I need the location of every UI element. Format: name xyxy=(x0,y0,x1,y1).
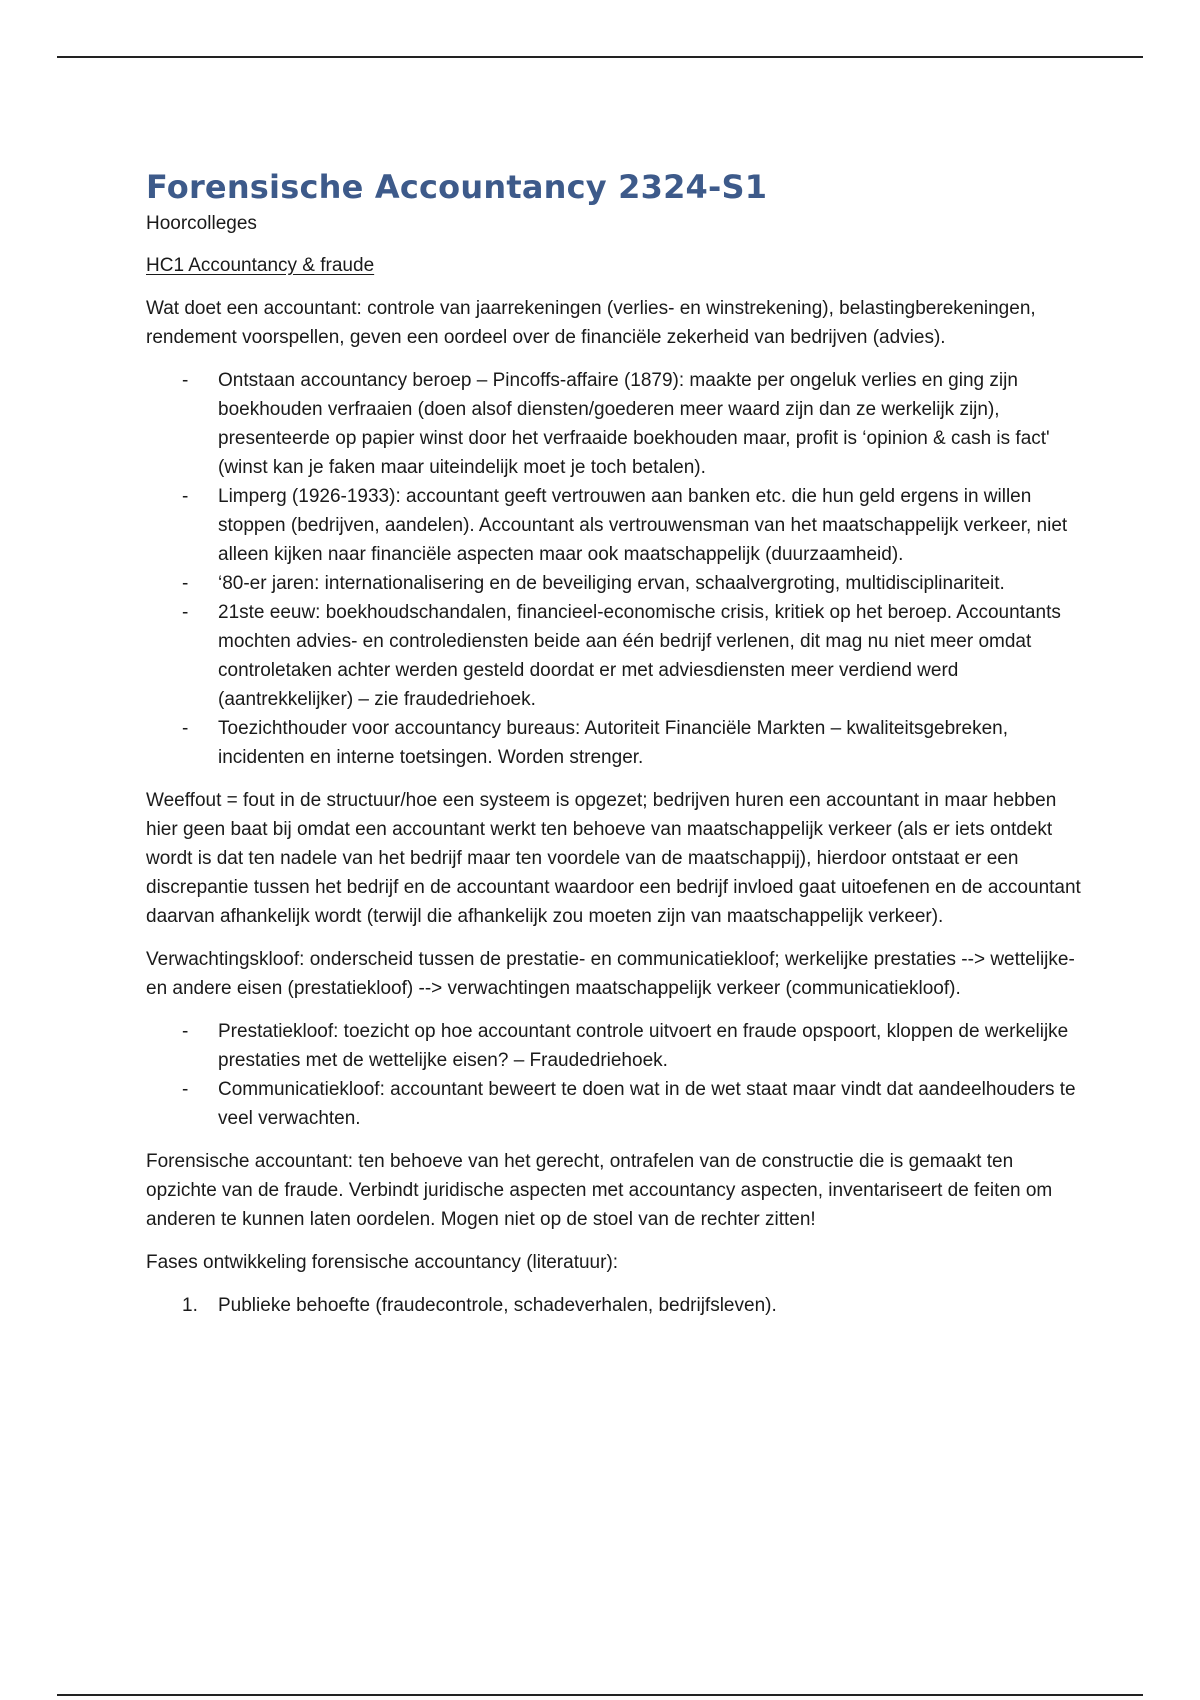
document-body xyxy=(146,166,1086,1320)
bullet-marker: - xyxy=(182,718,189,739)
bullet-item xyxy=(146,714,1086,772)
bullet-item xyxy=(146,366,1086,482)
document-subtitle: Hoorcolleges xyxy=(146,213,257,234)
numbered-item xyxy=(146,1291,1086,1320)
kloof-bullet-list xyxy=(146,1017,1086,1133)
bullet-text: 21ste eeuw: boekhoudschandalen, financieel-economische crisis, kritiek op het beroep. Accountants mochten advies- en controlediensten beide aan één bedrijf verlenen, dit mag nu niet meer omdat controletaken achter werden gesteld doordat er met adviesdiensten meer verdiend werd (aantrekkelijker) – zie fraudedriehoek. xyxy=(218,602,1061,710)
fases-intro-paragraph: Fases ontwikkeling forensische accountancy (literatuur): xyxy=(146,1252,619,1273)
bullet-item xyxy=(146,482,1086,569)
bullet-marker: - xyxy=(182,573,189,594)
bullet-marker: - xyxy=(182,370,189,391)
footer-rule xyxy=(57,1694,1143,1696)
fases-numbered-list xyxy=(146,1291,1086,1320)
numbered-text: Publieke behoefte (fraudecontrole, schadeverhalen, bedrijfsleven). xyxy=(218,1295,777,1316)
bullet-marker: - xyxy=(182,602,189,623)
forensisch-paragraph: Forensische accountant: ten behoeve van het gerecht, ontrafelen van de constructie die is gemaakt ten opzichte van de fraude. Verbindt juridische aspecten met accountancy aspecten, inventariseert de feiten om anderen te kunnen laten oordelen. Mogen niet op de stoel van de rechter zitten! xyxy=(146,1151,1053,1230)
bullet-text: ‘80-er jaren: internationalisering en de beveiliging ervan, schaalvergroting, multidisciplinariteit. xyxy=(218,573,1005,594)
history-bullet-list xyxy=(146,366,1086,772)
header-rule xyxy=(57,56,1143,58)
bullet-item xyxy=(146,1017,1086,1075)
bullet-item xyxy=(146,1075,1086,1133)
intro-paragraph: Wat doet een accountant: controle van jaarrekeningen (verlies- en winstrekening), belastingberekeningen, rendement voorspellen, geven een oordeel over de financiële zekerheid van bedrijven (advies). xyxy=(146,298,1036,348)
number-marker: 1. xyxy=(182,1295,198,1316)
bullet-marker: - xyxy=(182,486,189,507)
bullet-text: Ontstaan accountancy beroep – Pincoffs-affaire (1879): maakte per ongeluk verlies en ging zijn boekhouden verfraaien (doen alsof diensten/goederen meer waard zijn dan ze werkelijk zijn), presenteerde op papier winst door het verfraaide boekhouden maar, profit is ‘opinion & cash is fact' (winst kan je faken maar uiteindelijk moet je toch betalen). xyxy=(218,370,1050,478)
bullet-text: Prestatiekloof: toezicht op hoe accountant controle uitvoert en fraude opspoort, kloppen de werkelijke prestaties met de wettelijke eisen? – Fraudedriehoek. xyxy=(218,1021,1069,1071)
bullet-item xyxy=(146,569,1086,598)
bullet-text: Limperg (1926-1933): accountant geeft vertrouwen aan banken etc. die hun geld ergens in willen stoppen (bedrijven, aandelen). Accountant als vertrouwensman van het maatschappelijk verkeer, niet alleen kijken naar financiële aspecten maar ook maatschappelijk (duurzaamheid). xyxy=(218,486,1068,565)
section-heading: HC1 Accountancy & fraude xyxy=(146,255,375,276)
weeffout-paragraph: Weeffout = fout in de structuur/hoe een systeem is opgezet; bedrijven huren een accountant in maar hebben hier geen baat bij omdat een accountant werkt ten behoeve van maatschappelijk verkeer (als er iets ontdekt wordt is dat ten nadele van het bedrijf maar ten voordele van de maatschappij), hierdoor ontstaat er een discrepantie tussen het bedrijf en de accountant waardoor een bedrijf invloed gaat uitoefenen en de accountant daarvan afhankelijk wordt (terwijl die afhankelijk zou moeten zijn van maatschappelijk verkeer). xyxy=(146,790,1081,927)
document-title: Forensische Accountancy 2324-S1 xyxy=(146,168,768,206)
bullet-text: Communicatiekloof: accountant beweert te doen wat in de wet staat maar vindt dat aandeelhouders te veel verwachten. xyxy=(218,1079,1076,1129)
bullet-marker: - xyxy=(182,1079,189,1100)
bullet-marker: - xyxy=(182,1021,189,1042)
bullet-item xyxy=(146,598,1086,714)
verwachtingskloof-paragraph: Verwachtingskloof: onderscheid tussen de prestatie- en communicatiekloof; werkelijke prestaties --> wettelijke- en andere eisen (prestatiekloof) --> verwachtingen maatschappelijk verkeer (communicatiekloof). xyxy=(146,949,1075,999)
bullet-text: Toezichthouder voor accountancy bureaus: Autoriteit Financiële Markten – kwaliteitsgebreken, incidenten en interne toetsingen. Worden strenger. xyxy=(218,718,1008,768)
